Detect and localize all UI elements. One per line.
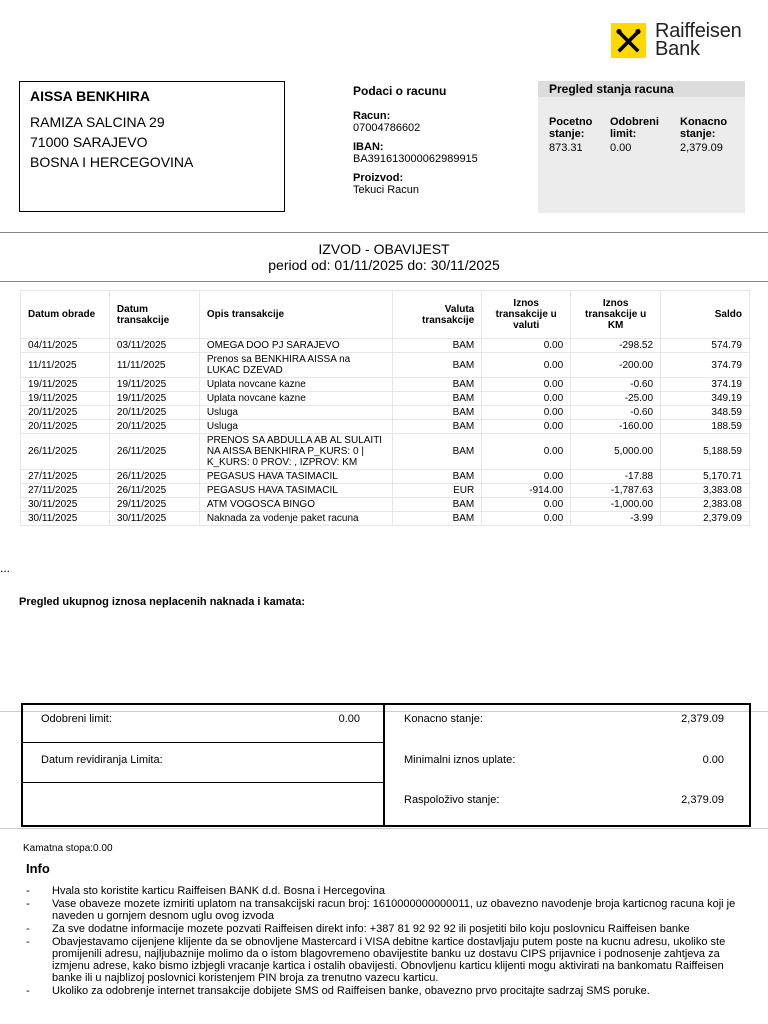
minimalni-iznos-label: Minimalni iznos uplate: [404,754,516,766]
datum-transakcije-cell: 26/11/2025 [109,470,199,484]
opis-cell: Usluga [199,406,393,420]
datum-obrade-cell: 20/11/2025 [21,420,110,434]
opis-cell: OMEGA DOO PJ SARAJEVO [199,339,393,353]
table-row [21,392,750,406]
table-row [21,484,750,498]
closing-balance-value: 2,379.09 [680,142,723,154]
datum-obrade-cell: 30/11/2025 [21,498,110,512]
opis-cell: Naknada za vodenje paket racuna [199,512,393,526]
table-row [21,512,750,526]
info-item-text: Obavjestavamo cijenjene klijente da se obnovljene Mastercard i VISA debitne kartice dostavljaju putem poste na kucnu adresu, ukoliko ste promijenili adresu, najljubaznije molimo da o istom blagovremeno obavijestite banku uz dostavu CIPS prijavnice i podnosenje zahtjeva za izmjenu adrese, kako bismo izbjegli vracanje kartica i ostalih obavijesti. Obnovljenu karticu klijenti mogu aktivirati na bankomatu Raiffeisen banke ili u najblizoj poslovnici koristenjem PIN broja za trenutno vazecu karticu. [52,936,726,984]
table-header-row [21,291,750,339]
valuta-cell: BAM [393,378,482,392]
bullet-dash: - [26,885,30,897]
saldo-cell: 348.59 [661,406,750,420]
saldo-cell: 3,383.08 [661,484,750,498]
iznos-valuta-cell: 0.00 [482,420,571,434]
opis-cell: PEGASUS HAVA TASIMACIL [199,484,393,498]
info-item [26,898,744,922]
raspolozivo-stanje-value: 2,379.09 [681,794,724,806]
info-item [26,985,744,997]
iznos-valuta-cell: 0.00 [482,353,571,378]
info-list [26,885,744,998]
saldo-cell: 5,170.71 [661,470,750,484]
iznos-valuta-cell: 0.00 [482,339,571,353]
col-iznos-km: Iznos transakcije u KM [571,291,661,339]
datum-transakcije-cell: 20/11/2025 [109,420,199,434]
datum-obrade-cell: 27/11/2025 [21,470,110,484]
saldo-cell: 188.59 [661,420,750,434]
opis-cell: PEGASUS HAVA TASIMACIL [199,470,393,484]
opis-cell: Prenos sa BENKHIRA AISSA na LUKAC DZEVAD [199,353,393,378]
datum-obrade-cell: 04/11/2025 [21,339,110,353]
datum-transakcije-cell: 26/11/2025 [109,484,199,498]
approved-limit-value: 0.00 [610,142,632,154]
saldo-cell: 574.79 [661,339,750,353]
info-item [26,936,744,984]
racun-label: Racun: [353,110,391,122]
interest-rate: Kamatna stopa:0.00 [23,843,113,854]
datum-transakcije-cell: 29/11/2025 [109,498,199,512]
valuta-cell: BAM [393,420,482,434]
saldo-cell: 5,188.59 [661,434,750,470]
datum-transakcije-cell: 19/11/2025 [109,378,199,392]
iznos-valuta-cell: 0.00 [482,406,571,420]
opening-balance-value: 873.31 [549,142,583,154]
divider-top [0,232,768,233]
account-info-heading: Podaci o racunu [353,84,447,98]
transactions-body [21,339,750,526]
datum-transakcije-cell: 11/11/2025 [109,353,199,378]
odobreni-limit-label: Odobreni limit: [41,713,112,725]
opening-balance-label-2: stanje: [549,128,585,140]
opis-cell: Uplata novcane kazne [199,392,393,406]
table-row [21,339,750,353]
approved-limit-label-1: Odobreni [610,116,659,128]
iznos-km-cell: -1,000.00 [571,498,661,512]
proizvod-label: Proizvod: [353,172,404,184]
bank-name-line1: Raiffeisen [655,20,742,42]
balance-overview-title: Pregled stanja racuna [549,82,674,96]
odobreni-limit-value: 0.00 [338,713,360,725]
address-line-country: BOSNA I HERCEGOVINA [30,154,194,170]
datum-transakcije-cell: 30/11/2025 [109,512,199,526]
iznos-valuta-cell: 0.00 [482,498,571,512]
konacno-stanje-value: 2,379.09 [681,713,724,725]
datum-obrade-cell: 19/11/2025 [21,378,110,392]
closing-balance [680,116,727,154]
datum-transakcije-cell: 20/11/2025 [109,406,199,420]
col-valuta: Valuta transakcije [393,291,482,339]
minimalni-iznos-value: 0.00 [702,754,724,766]
table-row [21,406,750,420]
table-row [21,420,750,434]
ellipsis: ... [0,561,11,575]
bullet-dash: - [26,898,30,910]
col-datum-transakcije: Datum transakcije [109,291,199,339]
divider-bottom [0,281,768,282]
iban-label: IBAN: [353,141,384,153]
datum-obrade-cell: 26/11/2025 [21,434,110,470]
address-line-city: 71000 SARAJEVO [30,134,148,150]
datum-obrade-cell: 30/11/2025 [21,512,110,526]
col-saldo: Saldo [661,291,750,339]
datum-transakcije-cell: 03/11/2025 [109,339,199,353]
bank-name [655,22,742,58]
valuta-cell: BAM [393,353,482,378]
opening-balance-label-1: Pocetno [549,116,593,128]
iznos-km-cell: -0.60 [571,378,661,392]
info-item-text: Za sve dodatne informacije mozete pozvati Raiffeisen direkt info: +387 81 92 92 92 ili posjetiti bilo koju poslovnicu Raiffeisen banke [52,923,690,935]
iznos-km-cell: -160.00 [571,420,661,434]
datum-transakcije-cell: 26/11/2025 [109,434,199,470]
valuta-cell: BAM [393,498,482,512]
iznos-km-cell: -298.52 [571,339,661,353]
opis-cell: Usluga [199,420,393,434]
iznos-km-cell: -17.88 [571,470,661,484]
raiffeisen-logo [611,22,742,58]
opis-cell: PRENOS SA ABDULLA AB AL SULAITI NA AISSA BENKHIRA P_KURS: 0 | K_KURS: 0 PROV: , IZPROV: KM [199,434,393,470]
col-iznos-valuta: Iznos transakcije u valuti [482,291,571,339]
info-item-text: Ukoliko za odobrenje internet transakcije dobijete SMS od Raiffeisen banke, obavezno prvo procitajte sadrzaj SMS poruke. [52,985,650,997]
account-info [353,84,478,203]
iznos-valuta-cell: 0.00 [482,470,571,484]
transactions-table [20,290,750,526]
datum-obrade-cell: 19/11/2025 [21,392,110,406]
iznos-km-cell: -1,787.63 [571,484,661,498]
bank-name-line2: Bank [655,38,700,60]
datum-obrade-cell: 20/11/2025 [21,406,110,420]
table-row [21,378,750,392]
fees-heading: Pregled ukupnog iznosa neplacenih naknada i kamata: [19,596,306,608]
valuta-cell: BAM [393,470,482,484]
raspolozivo-stanje-label: Raspoloživo stanje: [404,794,500,806]
closing-balance-label-2: stanje: [680,128,716,140]
valuta-cell: BAM [393,339,482,353]
opening-balance [549,116,592,154]
valuta-cell: BAM [393,392,482,406]
saldo-cell: 374.19 [661,378,750,392]
info-item [26,885,744,897]
address-line-street: RAMIZA SALCINA 29 [30,114,165,130]
iznos-valuta-cell: 0.00 [482,392,571,406]
opis-cell: ATM VOGOSCA BINGO [199,498,393,512]
info-heading: Info [26,861,50,876]
iznos-km-cell: 5,000.00 [571,434,661,470]
proizvod-value: Tekuci Racun [353,184,420,196]
datum-revidiranja-label: Datum revidiranja Limita: [41,754,163,766]
balance-overview-header [538,81,745,97]
saldo-cell: 2,379.09 [661,512,750,526]
raiffeisen-gable-cross-icon [611,23,646,58]
iznos-km-cell: -25.00 [571,392,661,406]
summary-divider [383,703,385,825]
info-item [26,923,744,935]
bullet-dash: - [26,936,30,948]
racun-value: 07004786602 [353,122,421,134]
table-row [21,470,750,484]
iban-value: BA391613000062989915 [353,153,478,165]
iznos-valuta-cell: 0.00 [482,378,571,392]
approved-limit [610,116,659,154]
statement-title-text: IZVOD - OBAVIJEST [318,241,450,257]
iznos-km-cell: -3.99 [571,512,661,526]
konacno-stanje-label: Konacno stanje: [404,713,483,725]
table-row [21,498,750,512]
statement-title [0,241,768,273]
info-item-text: Vase obaveze mozete izmiriti uplatom na transakcijski racun broj: 1610000000000011, uz obavezno navodenje broja karticnog racuna koji je naveden u gornjem desnom uglu ovog izvoda [52,898,736,922]
approved-limit-label-2: limit: [610,128,637,140]
bullet-dash: - [26,985,30,997]
valuta-cell: EUR [393,484,482,498]
info-item-text: Hvala sto koristite karticu Raiffeisen BANK d.d. Bosna i Hercegovina [52,885,386,897]
col-datum-obrade: Datum obrade [21,291,110,339]
iznos-valuta-cell: -914.00 [482,484,571,498]
datum-obrade-cell: 11/11/2025 [21,353,110,378]
saldo-cell: 349.19 [661,392,750,406]
opis-cell: Uplata novcane kazne [199,378,393,392]
bullet-dash: - [26,923,30,935]
summary-row-divider-2 [21,782,385,783]
valuta-cell: BAM [393,512,482,526]
datum-obrade-cell: 27/11/2025 [21,484,110,498]
saldo-cell: 374.79 [661,353,750,378]
valuta-cell: BAM [393,406,482,420]
col-opis: Opis transakcije [199,291,393,339]
customer-address-box [19,81,285,212]
saldo-cell: 2,383.08 [661,498,750,512]
iznos-km-cell: -200.00 [571,353,661,378]
statement-period: period od: 01/11/2025 do: 30/11/2025 [268,257,500,273]
table-row [21,353,750,378]
iznos-valuta-cell: 0.00 [482,512,571,526]
balance-overview [538,81,745,213]
table-row [21,434,750,470]
customer-name: AISSA BENKHIRA [30,88,151,104]
summary-row-divider-1 [21,742,385,743]
datum-transakcije-cell: 19/11/2025 [109,392,199,406]
iznos-valuta-cell: 0.00 [482,434,571,470]
iznos-km-cell: -0.60 [571,406,661,420]
valuta-cell: BAM [393,434,482,470]
closing-balance-label-1: Konacno [680,116,728,128]
